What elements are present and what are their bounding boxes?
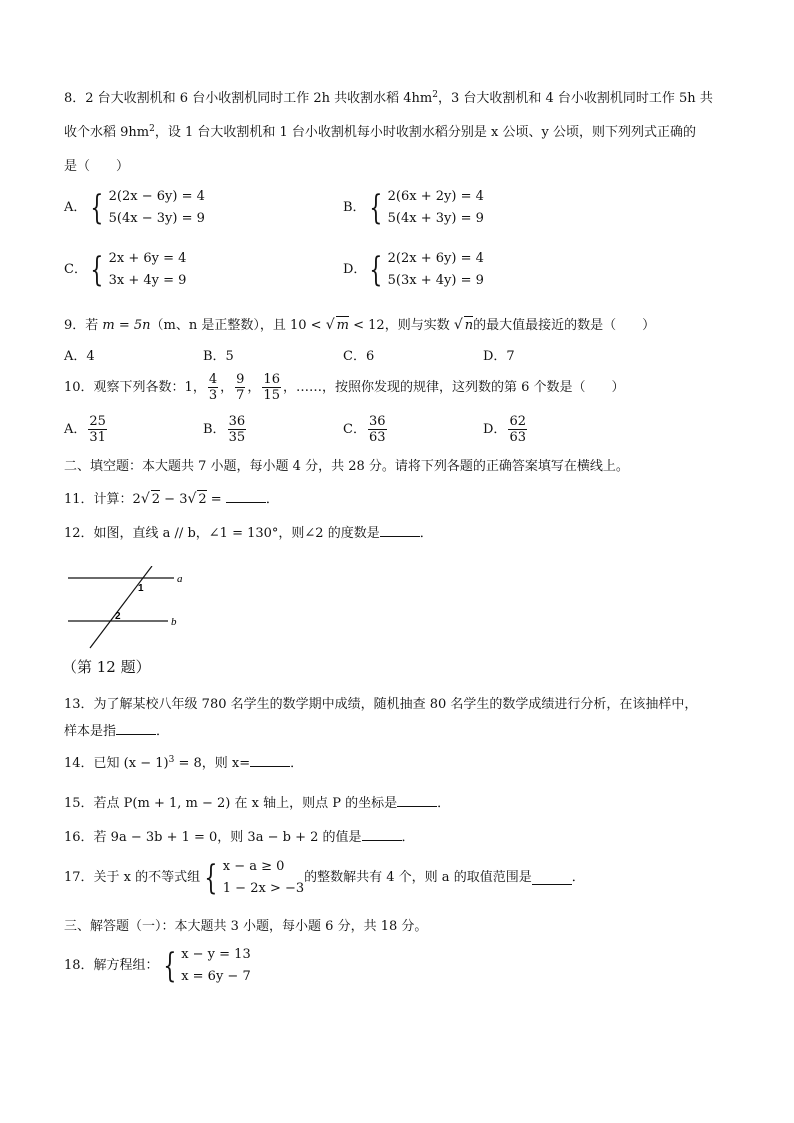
q16-end: ． (401, 830, 415, 845)
q10-c-num: 36 (368, 414, 386, 429)
q9-lt12: < 12 (353, 318, 385, 333)
q13-text: 样本是指 (64, 724, 117, 739)
q11-answer-blank[interactable] (226, 490, 266, 503)
q10-a-num: 25 (89, 414, 106, 429)
q10-f2-den: 7 (236, 388, 245, 403)
q10-f3-num: 16 (263, 372, 280, 387)
q9-root-n: n (464, 318, 474, 333)
q12-answer-blank[interactable] (380, 524, 420, 537)
q9-option-a: A．4 (64, 349, 95, 364)
q17-eq2: 1 − 2x > −3 (222, 881, 305, 896)
q9-m-eq: m = 5n (102, 318, 151, 333)
section-2-heading: 二、填空题：本大题共 7 小题，每小题 4 分，共 28 分。请将下列各题的正确答案填写在横线上。 (64, 459, 629, 474)
q8-line2 (64, 124, 736, 142)
brace-icon: { (369, 188, 383, 228)
q15-answer-blank[interactable] (397, 794, 437, 807)
q11-root-1: 2 (151, 492, 161, 507)
sqrt-icon: √ (140, 491, 150, 507)
q8-text-2: 收个水稻 9hm (64, 125, 150, 140)
label-a: a (177, 573, 183, 585)
q10-b-den: 35 (228, 430, 246, 445)
q15 (64, 794, 450, 813)
q10-c-label: C． (343, 422, 366, 437)
section-3-heading: 三、解答题（一）：本大题共 3 小题，每小题 6 分，共 18 分。 (64, 919, 428, 934)
q10-f1-num: 4 (208, 372, 218, 387)
q13-end: ． (156, 724, 170, 739)
q10-option-c (343, 414, 389, 445)
q9-stem (64, 316, 655, 335)
sqrt-icon: √ (325, 317, 335, 333)
q9-end: 的最大值最接近的数是（ ） (473, 318, 656, 333)
q13-line2 (64, 722, 169, 741)
q14-pre: 14．已知 (x − 1) (64, 756, 169, 771)
q8-text-1: 8．2 台大收割机和 6 台小收割机同时工作 2h 共收割水稻 4hm (64, 91, 433, 106)
q8-text-1b: ，3 台大收割机和 4 台小收割机同时工作 5h 共 (437, 91, 713, 106)
q9-option-d: D．7 (483, 349, 515, 364)
q8-c-label: C． (64, 262, 87, 277)
q14-post: = 8，则 x= (174, 756, 251, 771)
q8-sup-1: 2 (432, 90, 438, 100)
brace-icon: { (369, 250, 383, 290)
q14-answer-blank[interactable] (250, 754, 290, 767)
q10-b-label: B． (203, 422, 226, 437)
q9-pre: 9．若 (64, 318, 103, 333)
q12-text: 12．如图，直线 a // b，∠1 = 130°，则∠2 的度数是 (64, 526, 380, 541)
q14-end: ． (290, 756, 304, 771)
q18-eq1: x − y = 13 (181, 947, 251, 962)
q11 (64, 490, 279, 509)
q10-pre: 10．观察下列各数：1， (64, 380, 206, 395)
q14-sup: 3 (168, 755, 175, 765)
q8-d-eq2: 5(3x + 4y) = 9 (387, 273, 484, 288)
q11-end: ． (265, 492, 279, 507)
brace-icon: { (90, 250, 104, 290)
q10-b-num: 36 (228, 414, 246, 429)
q8-d-eq1: 2(2x + 6y) = 4 (387, 251, 484, 266)
q12-figure (60, 566, 200, 656)
q11-pre: 11．计算：2 (64, 492, 141, 507)
q8-b-label: B． (343, 200, 366, 215)
q8-b-eq1: 2(6x + 2y) = 4 (387, 189, 484, 204)
q8-b-eq2: 5(4x + 3y) = 9 (387, 211, 484, 226)
q8-sup-2: 2 (149, 124, 155, 134)
brace-icon: { (204, 858, 218, 898)
sqrt-icon: √ (187, 491, 197, 507)
q10-option-b (203, 414, 248, 445)
q11-post: = (206, 492, 226, 507)
q9-root-m: m (336, 318, 349, 333)
q8-c-eq1: 2x + 6y = 4 (108, 251, 187, 266)
q8-a-eq1: 2(2x − 6y) = 4 (108, 189, 205, 204)
label-angle-1: 1 (138, 583, 144, 594)
sqrt-icon: √ (453, 317, 463, 333)
q13-answer-blank[interactable] (116, 722, 156, 735)
q10-a-label: A． (64, 422, 87, 437)
q8-text-2b: ，设 1 台大收割机和 1 台小收割机每小时收割水稻分别是 x 公顷、y 公顷，则下列列式正确的 (154, 125, 696, 140)
q11-root-2: 2 (198, 492, 207, 507)
q11-mid: − 3 (160, 492, 188, 507)
brace-icon: { (90, 188, 104, 228)
q9-option-b: B．5 (203, 349, 234, 364)
q10-a-den: 31 (89, 430, 106, 445)
q8-line3: 是（ ） (64, 159, 130, 174)
q16 (64, 828, 415, 847)
q10-d-num: 62 (509, 414, 526, 429)
q17-end: ． (571, 870, 585, 885)
q8-c-eq2: 3x + 4y = 9 (108, 273, 187, 288)
q10-option-a (64, 414, 109, 445)
q10-d-label: D． (483, 422, 507, 437)
q18 (64, 944, 251, 988)
q17 (64, 856, 585, 900)
q17-pre: 17．关于 x 的不等式组 (64, 870, 201, 885)
q8-a-label: A． (64, 200, 87, 215)
q12 (64, 524, 433, 543)
q8-option-d (343, 248, 484, 292)
q9-option-c: C．6 (343, 349, 375, 364)
q15-end: ． (437, 796, 451, 811)
q16-answer-blank[interactable] (362, 828, 402, 841)
q10-stem: 10．观察下列各数：1， $\frac{4}{3}$ ， $\frac{9}{7}$ ， $\frac{16}{15}$ ，……，按照你发现的规律，这列数的第 6 个数是（ ） (64, 372, 625, 403)
q15-text: 15．若点 P(m + 1, m − 2) 在 x 轴上，则点 P 的坐标是 (64, 796, 398, 811)
q18-eq2: x = 6y − 7 (181, 969, 251, 984)
brace-icon: { (162, 946, 176, 986)
q10-f2-num: 9 (236, 372, 245, 387)
q17-eq1: x − a ≥ 0 (222, 859, 285, 874)
q10-post: ，……，按照你发现的规律，这列数的第 6 个数是（ ） (282, 380, 625, 395)
q17-answer-blank[interactable] (532, 872, 572, 885)
q10-f3-den: 15 (263, 388, 280, 403)
q10-option-d (483, 414, 529, 445)
q8-option-b (343, 186, 484, 230)
q9-post: ，则与实数 (384, 318, 450, 333)
q9-mid: （m、n 是正整数），且 10 < (150, 318, 322, 333)
q12-caption: （第 12 题） (62, 658, 151, 676)
q16-text: 16．若 9a − 3b + 1 = 0，则 3a − b + 2 的值是 (64, 830, 362, 845)
q17-post: 的整数解共有 4 个，则 a 的取值范围是 (304, 870, 532, 885)
label-angle-2: 2 (115, 611, 121, 622)
label-b: b (171, 616, 177, 628)
q8-option-c (64, 248, 186, 292)
q8-a-eq2: 5(4x − 3y) = 9 (108, 211, 205, 226)
q18-pre: 18．解方程组： (64, 958, 159, 973)
q12-end: ． (419, 526, 433, 541)
q13-line1: 13．为了解某校八年级 780 名学生的数学期中成绩，随机抽查 80 名学生的数学成绩进行分析，在该抽样中， (64, 697, 698, 712)
q10-d-den: 63 (509, 430, 526, 445)
q10-c-den: 63 (368, 430, 386, 445)
q10-f1-den: 3 (208, 388, 218, 403)
q8-d-label: D． (343, 262, 367, 277)
q14 (64, 754, 303, 773)
q8-option-a (64, 186, 205, 230)
q8-line1 (64, 90, 736, 108)
